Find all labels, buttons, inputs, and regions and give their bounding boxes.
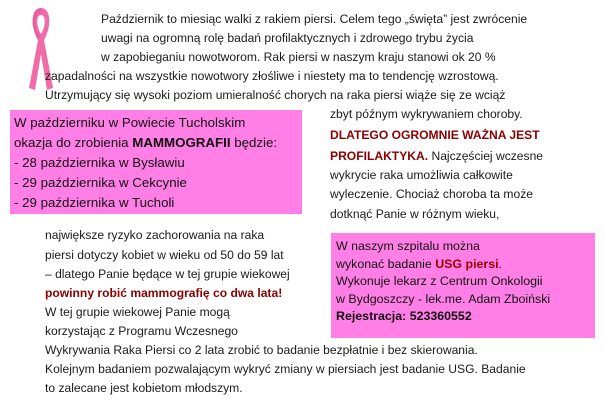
usg-line-2-a: wykonać badanie xyxy=(336,256,436,271)
mammography-line-2-a: okazja do zrobienia xyxy=(14,135,133,150)
mammography-line-2-c: będzie: xyxy=(230,135,278,150)
middle-line-4: powinny robić mammografię co dwa lata! xyxy=(45,286,283,300)
intro-line-2: uwagi na ogromną rolę badań profilaktycznych i zdrowego trybu życia xyxy=(101,31,474,45)
date-item-cekcyn: - 29 października w Cekcynie xyxy=(14,175,187,190)
date-item-byslaw: - 28 października w Bysławiu xyxy=(14,155,185,170)
right-line-6: dotknąć Panie w różnym wieku, xyxy=(330,207,500,221)
right-line-3-rest: Najczęściej wczesne xyxy=(428,149,544,163)
middle-line-3: – dlatego Panie będące w tej grupie wiekowej xyxy=(45,267,290,281)
usg-registration: Rejestracja: 523360552 xyxy=(336,309,472,323)
right-line-1: zbyt późnym wykrywaniem choroby. xyxy=(330,107,523,121)
bottom-line-1: Wykrywania Raka Piersi co 2 lata zrobić to badanie bezpłatnie i bez skierowania. xyxy=(45,343,478,357)
usg-line-2 xyxy=(336,256,595,274)
middle-line-5: W tej grupie wiekowej Panie mogą xyxy=(45,305,230,319)
date-item-tuchola: - 29 października w Tucholi xyxy=(14,195,175,210)
mammography-line-2 xyxy=(14,133,302,153)
middle-line-2: piersi dotyczy kobiet w wieku od 50 do 59 lat xyxy=(45,248,284,262)
usg-line-4: w Bydgoszczy - lek.me. Adam Zboiński xyxy=(336,291,551,306)
usg-info-box xyxy=(331,233,595,338)
intro-line-1: Październik to miesiąc walki z rakiem piersi. Celem tego „święta” jest zwrócenie xyxy=(101,12,528,26)
mammography-keyword: MAMMOGRAFII xyxy=(132,135,231,150)
mammography-info-box xyxy=(10,110,302,214)
right-line-3 xyxy=(330,149,543,164)
right-line-5: wyleczenie. Chociaż choroba ta może xyxy=(330,187,534,201)
right-line-2: DLATEGO OGROMNIE WAŻNA JEST xyxy=(330,128,540,142)
usg-line-1: W naszym szpitalu można xyxy=(336,239,480,253)
usg-line-2-c: . xyxy=(498,256,503,271)
usg-line-3: Wykonuje lekarz z Centrum Onkologii xyxy=(336,274,543,288)
intro-line-3: w zapobieganiu nowotworom. Rak piersi w naszym kraju stanowi ok 20 % xyxy=(101,50,496,64)
middle-line-1: największe ryzyko zachorowania na raka xyxy=(45,228,265,242)
bottom-line-3: to zalecane jest kobietom młodszym. xyxy=(45,381,243,395)
intro-line-4: zapadalności na wszystkie nowotwory złośliwe i niestety ma to tendencję wzrostową. xyxy=(45,69,499,83)
bottom-line-2: Kolejnym badaniem pozwalającym wykryć zmiany w piersiach jest badanie USG. Badanie xyxy=(45,362,526,376)
mammography-line-1: W październiku w Powiecie Tucholskim xyxy=(14,115,246,130)
usg-keyword: USG piersi xyxy=(435,256,499,271)
middle-line-6: korzystając z Programu Wczesnego xyxy=(45,324,238,338)
intro-line-5: Utrzymujący się wysoki poziom umieralność chorych na raka piersi wiąże się ze wciąż xyxy=(45,88,506,102)
profilaktyka-label: PROFILAKTYKA. xyxy=(330,149,429,163)
right-line-4: wykrycie raka umożliwia całkowite xyxy=(330,168,513,182)
